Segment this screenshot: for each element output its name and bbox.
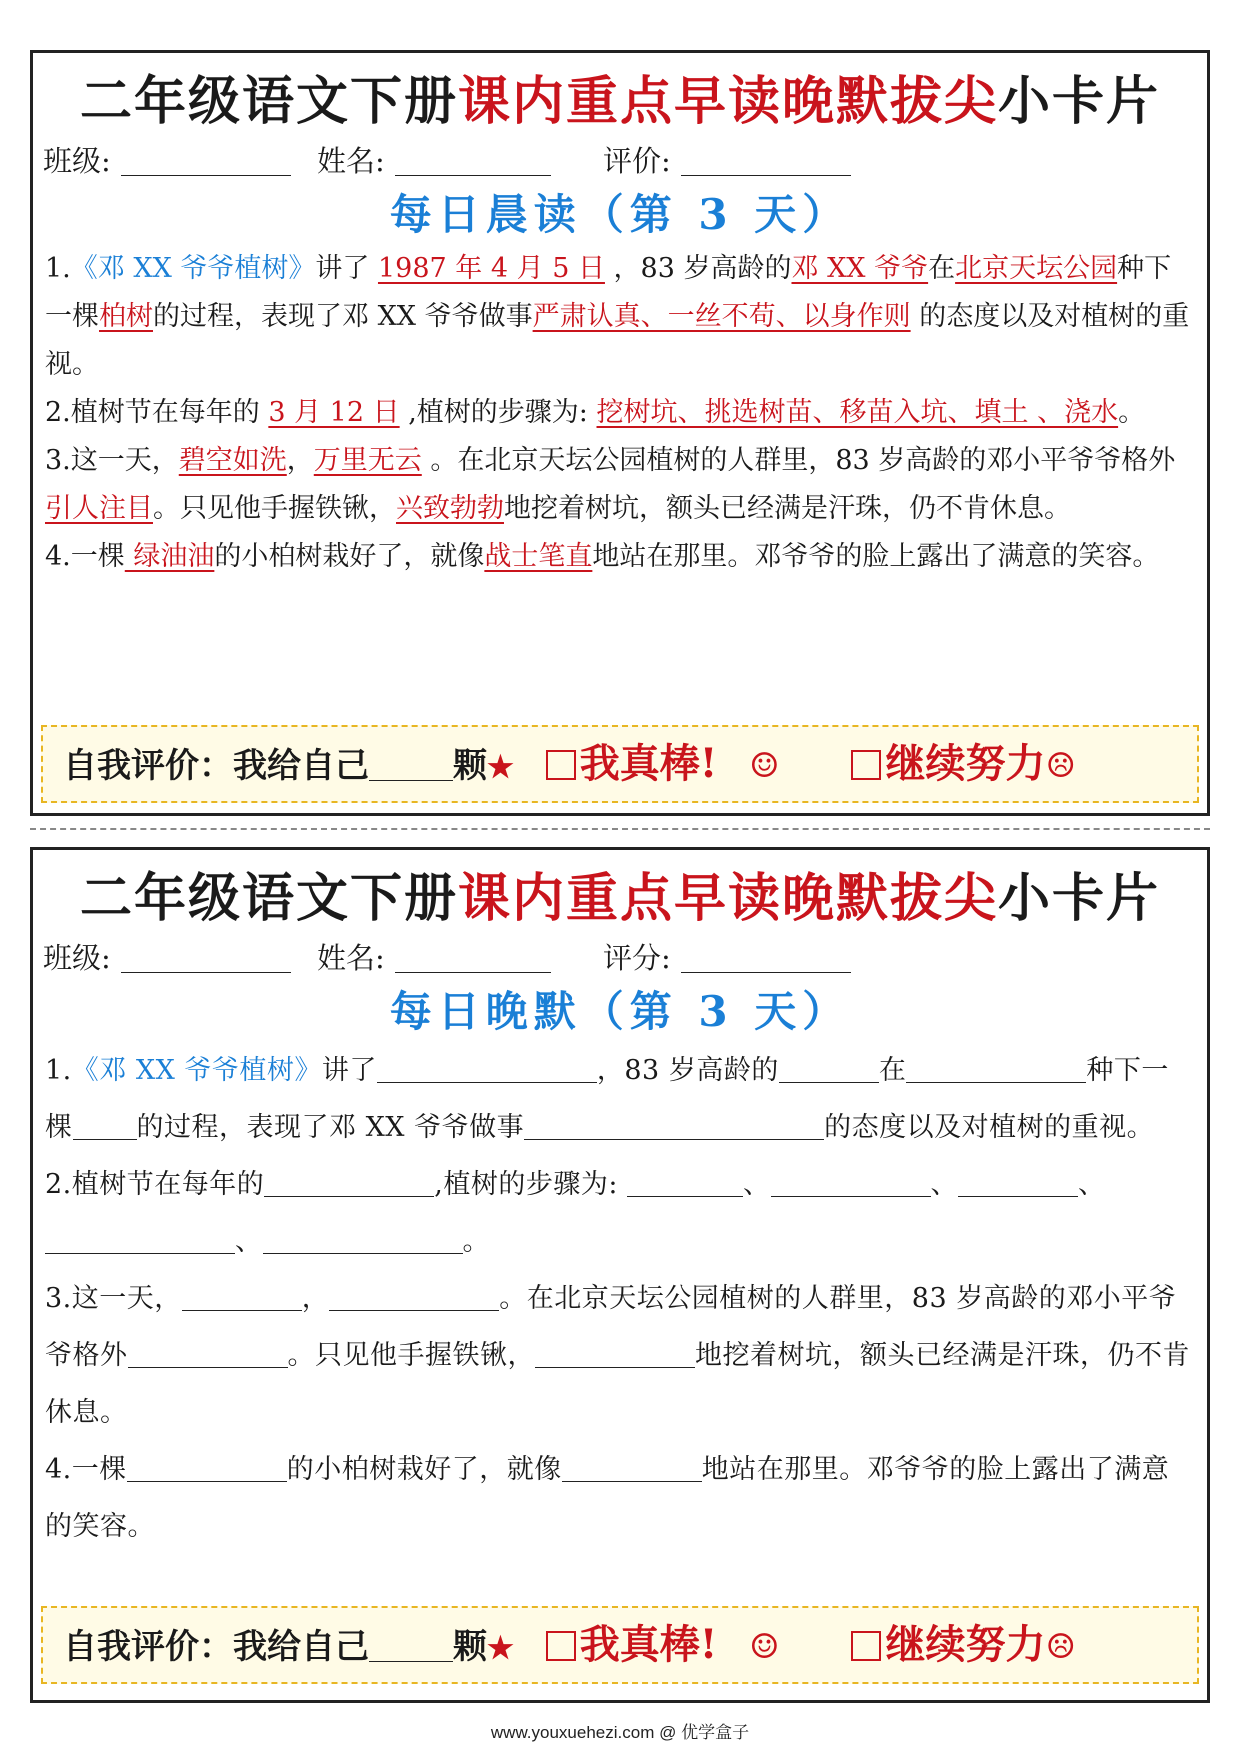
- text: ，: [286, 445, 314, 476]
- fill-blank[interactable]: [906, 1052, 1086, 1083]
- student-info-row: [33, 934, 1207, 982]
- eval-prefix: 自我评价：我给自己: [63, 746, 369, 786]
- fill-blank[interactable]: [627, 1166, 743, 1197]
- footer-watermark: www.youxuehezi.com @ 优学盒子: [490, 1723, 750, 1742]
- text: 的过程，表现了邓 XX 爷爷做事: [153, 301, 533, 332]
- text: 。: [462, 1226, 490, 1257]
- book-title: 《邓 XX 爷爷植树》: [70, 253, 316, 284]
- text: ，: [301, 1283, 330, 1314]
- class-field[interactable]: [121, 175, 291, 176]
- text: ，83 岁高龄的: [604, 253, 792, 284]
- title-part-highlight: 课内重点早读晚默拔尖: [457, 868, 998, 929]
- text: 2.植树节在每年的: [45, 397, 269, 428]
- text: 。在北京天坛公园植树的人群里，83 岁高龄的邓小平爷爷格外: [421, 445, 1176, 476]
- text: 种下一棵: [45, 253, 1172, 332]
- score-field[interactable]: [681, 972, 851, 973]
- text: 3.这一天，: [45, 445, 179, 476]
- class-label: 班级:: [43, 144, 111, 178]
- fill-blank[interactable]: [562, 1451, 702, 1482]
- blank-passage-1: [45, 1042, 1195, 1156]
- title-part-card: 小卡片: [998, 868, 1161, 929]
- answer-green: 绿油油: [124, 541, 215, 572]
- text: 讲了: [321, 1055, 377, 1086]
- rating-label: 评价:: [603, 144, 671, 178]
- frown-icon: ☹: [1045, 1627, 1076, 1667]
- great-checkbox[interactable]: [546, 750, 576, 780]
- name-field[interactable]: [395, 175, 551, 176]
- great-label: 我真棒!: [579, 740, 718, 787]
- answer-date: 3 月 12 日: [268, 397, 400, 428]
- passage-2: [45, 389, 1195, 437]
- star-count-field[interactable]: [369, 743, 453, 781]
- text: 在: [878, 1055, 907, 1086]
- answer-sky: 碧空如洗: [178, 445, 287, 476]
- text: 的小柏树栽好了，就像: [214, 541, 485, 572]
- title-part-grade: 二年级语文下册: [79, 71, 458, 132]
- fill-blank[interactable]: [771, 1166, 931, 1197]
- answer-date: 1987 年 4 月 5 日: [377, 253, 605, 284]
- text: ，83 岁高龄的: [596, 1055, 779, 1086]
- text: 。: [1118, 397, 1146, 428]
- evening-dictation-card: [30, 847, 1210, 1703]
- text: 地站在那里。邓爷爷的脸上露出了满意的笑容。: [592, 541, 1160, 572]
- fill-blank[interactable]: [73, 1109, 137, 1140]
- text: 讲了: [315, 253, 378, 284]
- title-part-grade: 二年级语文下册: [79, 868, 458, 929]
- answer-steps: 挖树坑、挑选树苗、移苗入坑、填土 、浇水: [596, 397, 1119, 428]
- star-count-field[interactable]: [369, 1624, 453, 1662]
- passage-4: [45, 533, 1195, 581]
- text: 4.一棵: [45, 541, 125, 572]
- text: 的态度以及对植树的重视。: [824, 1112, 1155, 1143]
- card-title: [33, 67, 1207, 137]
- answer-enthusiasm: 兴致勃勃: [396, 493, 504, 524]
- separator: 、: [743, 1169, 771, 1200]
- self-evaluation-box: [41, 1606, 1199, 1684]
- text: 4.一棵: [45, 1454, 127, 1485]
- separator: 、: [930, 1169, 959, 1200]
- fill-blank[interactable]: [128, 1337, 288, 1368]
- fill-blank[interactable]: [524, 1109, 824, 1140]
- eval-unit: 颗: [453, 746, 487, 786]
- text: 3.这一天，: [45, 1283, 182, 1314]
- morning-subtitle: 每日晨读（第 3 天）: [389, 190, 851, 239]
- text: 在: [928, 253, 956, 284]
- keep-trying-checkbox[interactable]: [851, 1631, 881, 1661]
- class-label: 班级:: [43, 941, 111, 975]
- answer-person: 邓 XX 爷爷: [791, 253, 929, 284]
- book-title: 《邓 XX 爷爷植树》: [71, 1055, 322, 1086]
- item-number: 1.: [45, 253, 71, 284]
- name-label: 姓名:: [317, 941, 385, 975]
- fill-blank[interactable]: [182, 1280, 302, 1311]
- fill-blank[interactable]: [535, 1337, 695, 1368]
- answer-attitude: 严肃认真、一丝不苟、以身作则: [532, 301, 911, 332]
- text: 种下一棵: [45, 1055, 1169, 1143]
- text: 。只见他手握铁锹，: [287, 1340, 535, 1371]
- blank-passage-4: [45, 1441, 1195, 1555]
- answer-clouds: 万里无云: [313, 445, 422, 476]
- fill-blank[interactable]: [779, 1052, 879, 1083]
- text: 地挖着树坑，额头已经满是汗珠，仍不肯休息。: [45, 1340, 1190, 1428]
- eval-unit: 颗: [453, 1627, 487, 1667]
- fill-blank[interactable]: [377, 1052, 597, 1083]
- fill-blank[interactable]: [127, 1451, 287, 1482]
- text: 2.植树节在每年的: [45, 1169, 265, 1200]
- text: ,植树的步骤为:: [434, 1169, 628, 1200]
- keep-trying-label: 继续努力: [885, 740, 1046, 787]
- score-label: 评分:: [603, 941, 671, 975]
- card-divider: [30, 828, 1210, 830]
- separator: 、: [1078, 1169, 1106, 1200]
- answer-soldier: 战士笔直: [484, 541, 593, 572]
- keep-trying-checkbox[interactable]: [851, 750, 881, 780]
- name-field[interactable]: [395, 972, 551, 973]
- fill-blank[interactable]: [264, 1166, 434, 1197]
- fill-blank[interactable]: [958, 1166, 1078, 1197]
- morning-reading-card: [30, 50, 1210, 816]
- keep-trying-label: 继续努力: [885, 1621, 1046, 1668]
- title-part-card: 小卡片: [998, 71, 1161, 132]
- rating-field[interactable]: [681, 175, 851, 176]
- blank-passage-3: [45, 1270, 1195, 1441]
- text: 地挖着树坑，额头已经满是汗珠，仍不肯休息。: [504, 493, 1071, 524]
- class-field[interactable]: [121, 972, 291, 973]
- great-label: 我真棒!: [579, 1621, 718, 1668]
- answer-tree: 柏树: [99, 301, 153, 332]
- text: 的过程，表现了邓 XX 爷爷做事: [136, 1112, 525, 1143]
- passage-1: [45, 245, 1195, 389]
- fill-blank[interactable]: [45, 1223, 235, 1254]
- title-part-highlight: 课内重点早读晚默拔尖: [457, 71, 998, 132]
- blank-passage-2: [45, 1156, 1195, 1270]
- smile-icon: ☺: [749, 1627, 780, 1667]
- text: 。只见他手握铁锹，: [153, 493, 396, 524]
- text: 的小柏树栽好了，就像: [286, 1454, 562, 1485]
- star-icon: ★: [487, 750, 514, 785]
- smile-icon: ☺: [749, 746, 780, 786]
- text: 的态度以及对植树的重视。: [45, 301, 1190, 380]
- text: ,植树的步骤为:: [399, 397, 597, 428]
- fill-blank[interactable]: [263, 1223, 463, 1254]
- item-number: 1.: [45, 1055, 72, 1086]
- great-checkbox[interactable]: [546, 1631, 576, 1661]
- text: 。在北京天坛公园植树的人群里，83 岁高龄的邓小平爷爷格外: [45, 1283, 1177, 1371]
- text: 地站在那里。邓爷爷的脸上露出了满意的笑容。: [45, 1454, 1170, 1542]
- answer-place: 北京天坛公园: [955, 253, 1118, 284]
- self-evaluation-box: [41, 725, 1199, 803]
- frown-icon: ☹: [1045, 746, 1076, 786]
- star-icon: ★: [487, 1631, 514, 1666]
- name-label: 姓名:: [317, 144, 385, 178]
- separator: 、: [235, 1226, 263, 1257]
- fill-blank[interactable]: [329, 1280, 499, 1311]
- eval-prefix: 自我评价：我给自己: [63, 1627, 369, 1667]
- answer-attention: 引人注目: [45, 493, 153, 524]
- card-title: [33, 864, 1207, 934]
- evening-subtitle: 每日晚默（第 3 天）: [389, 987, 851, 1036]
- passage-3: [45, 437, 1195, 533]
- student-info-row: [33, 137, 1207, 185]
